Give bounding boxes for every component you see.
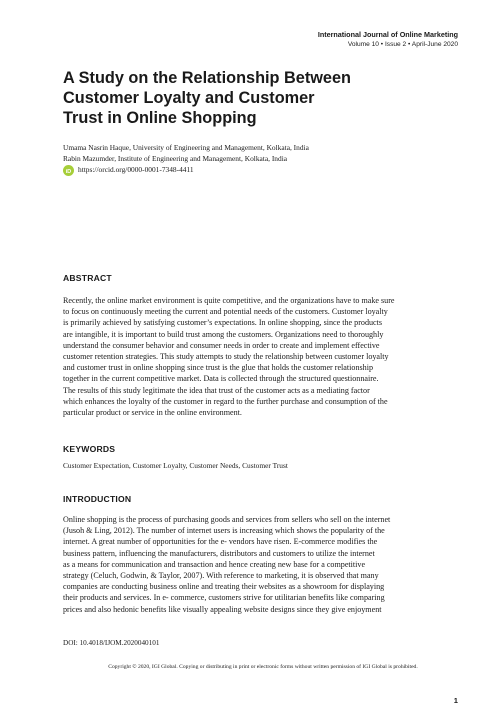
doi: DOI: 10.4018/IJOM.2020040101 xyxy=(63,639,160,647)
introduction-heading: INTRODUCTION xyxy=(63,494,132,504)
introduction-line: Online shopping is the process of purchasing goods and services from sellers who sell on the internet xyxy=(63,515,391,524)
introduction-line: as a means for communication and transaction and hence creating new base for a competitive xyxy=(63,559,366,569)
introduction-body xyxy=(63,514,461,615)
author-affiliation: Rabin Mazumder, Institute of Engineering and Management, Kolkata, India xyxy=(63,154,288,164)
author-list xyxy=(63,142,463,176)
orcid-icon[interactable] xyxy=(63,165,74,176)
abstract-line: particular product or service in the online environment. xyxy=(63,408,242,418)
paper-title xyxy=(63,68,403,128)
journal-name: International Journal of Online Marketing xyxy=(317,30,458,39)
abstract-heading: ABSTRACT xyxy=(63,273,112,283)
introduction-line: (Jusoh & Ling, 2012). The number of internet users is increasing which shows the popularity of the xyxy=(63,526,385,536)
keywords-text: Customer Expectation, Customer Loyalty, Customer Needs, Customer Trust xyxy=(63,461,288,470)
abstract-line: which enhances the loyalty of the customer in regard to the further purchase and consumption of the xyxy=(63,396,388,406)
introduction-line: their products and services. In e- commerce, customers strive for utilitarian benefits like comparing xyxy=(63,593,385,603)
orcid-link[interactable]: https://orcid.org/0000-0001-7348-4411 xyxy=(78,165,194,175)
abstract-line: are intangible, it is important to build trust among the customers. Organizations need to thoroughly xyxy=(63,329,384,339)
svg-text:iD: iD xyxy=(65,168,72,174)
title-line: A Study on the Relationship Between xyxy=(63,69,351,87)
introduction-line: business pattern, influencing the manufacturers, distributors and customers to utilize the internet xyxy=(63,548,375,558)
copyright-notice: Copyright © 2020, IGI Global. Copying or distributing in print or electronic forms without written permission of IGI Global is prohibited. xyxy=(108,664,418,670)
abstract-line: The results of this study legitimate the idea that trust of the customer acts as a mediating factor xyxy=(63,385,370,395)
abstract-line: Recently, the online market environment is quite competitive, and the organizations have to make sure xyxy=(63,296,395,305)
abstract-line: customer retention strategies. This study attempts to study the relationship between customer loyalty xyxy=(63,352,389,362)
keywords-heading: KEYWORDS xyxy=(63,444,116,454)
introduction-line: internet. A great number of opportunities for the e- vendors have risen. E-commerce modifies the xyxy=(63,537,378,547)
journal-issue: Volume 10 • Issue 2 • April-June 2020 xyxy=(347,41,458,48)
title-line: Trust in Online Shopping xyxy=(63,109,257,127)
introduction-line: strategy (Celuch, Godwin, & Taylor, 2007). With reference to marketing, it is observed that many xyxy=(63,571,379,581)
author-affiliation: Umama Nasrin Haque, University of Engineering and Management, Kolkata, India xyxy=(63,143,309,152)
title-line: Customer Loyalty and Customer xyxy=(63,89,315,107)
abstract-line: understand the consumer behavior and consumer needs in order to create and implement effective xyxy=(63,340,380,350)
abstract-line: to focus on continuously meeting the current and potential needs of the customers. Customer loyalty xyxy=(63,307,388,317)
orcid-row xyxy=(63,164,463,175)
abstract-line: is primarily achieved by satisfying customer’s expectations. In online shopping, since the products xyxy=(63,318,383,328)
abstract-line: and customer trust in online shopping since trust is the glue that holds the customer relationship xyxy=(63,363,373,373)
introduction-line: prices and also hedonic benefits like visually appealing website designs since they give enjoyment xyxy=(63,604,382,614)
abstract-line: together in the current competitive market. Data is collected through the structured questionnaire. xyxy=(63,374,379,384)
journal-header xyxy=(318,30,458,50)
page-number: 1 xyxy=(453,696,458,705)
abstract-body xyxy=(63,295,461,418)
introduction-line: companies are conducting business online and treating their websites as a showroom for displaying xyxy=(63,582,385,592)
